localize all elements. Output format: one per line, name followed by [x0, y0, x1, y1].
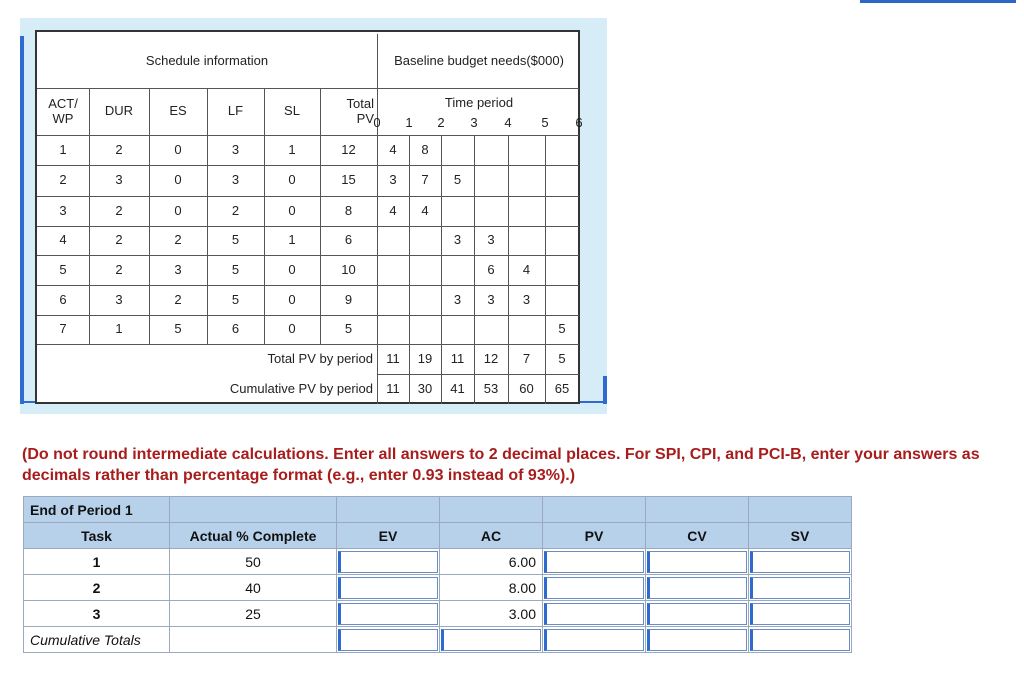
- ac-value: 6.00: [440, 549, 543, 575]
- cumulative-pv-by-period-label: Cumulative PV by period: [229, 380, 373, 396]
- header-time-period: Time period: [444, 94, 514, 110]
- total-pv-cell: 15: [341, 172, 356, 188]
- period-value-cell: 8: [421, 141, 429, 157]
- answer-row-task-1: [24, 549, 852, 575]
- act-cell: 5: [59, 261, 67, 277]
- dur-cell: 2: [115, 141, 123, 157]
- dur-cell: 3: [115, 172, 123, 188]
- act-cell: 6: [59, 291, 67, 307]
- cumulative-pv-value: 53: [483, 380, 499, 396]
- baseline-budget-units: ($000): [526, 52, 564, 68]
- es-cell: 0: [174, 172, 182, 188]
- pct-complete: 25: [170, 601, 337, 627]
- lf-cell: 3: [231, 172, 240, 188]
- total-pv-cell: 10: [341, 261, 356, 277]
- period-label: End of Period 1: [24, 497, 170, 523]
- dur-cell: 3: [115, 291, 123, 307]
- sv-input-task-1[interactable]: [750, 551, 850, 573]
- period-value-cell: 3: [453, 291, 462, 307]
- header-act-wp: [37, 88, 89, 135]
- baseline-budget-line: Baseline budget needs: [394, 52, 527, 68]
- act-cell: 2: [59, 172, 67, 188]
- es-cell: 2: [174, 291, 182, 307]
- header-sl: SL: [284, 103, 300, 119]
- total-pv-by-period-label: Total PV by period: [267, 350, 373, 366]
- period-value-cell: 5: [453, 172, 462, 188]
- frame-left-bar: [20, 36, 24, 404]
- lf-cell: 5: [231, 261, 240, 277]
- total-pv-cell: 6: [344, 232, 353, 248]
- dur-cell: 2: [115, 261, 123, 277]
- sv-input-task-2[interactable]: [750, 577, 850, 599]
- task-number: 2: [24, 575, 170, 601]
- lf-cell: 2: [231, 202, 240, 218]
- ac-value: 3.00: [440, 601, 543, 627]
- total-pv-cell: 12: [341, 141, 356, 157]
- cv-input-total[interactable]: [647, 629, 747, 651]
- es-cell: 5: [174, 321, 182, 337]
- header-pct-complete: Actual % Complete: [170, 523, 337, 549]
- header-act-wp-line2: WP: [52, 110, 74, 126]
- ev-input-task-2[interactable]: [338, 577, 438, 599]
- pct-complete: 50: [170, 549, 337, 575]
- period-value-cell: 3: [487, 291, 495, 307]
- header-act-wp-line1: ACT/: [48, 95, 78, 111]
- header-total-pv-line1: Total: [346, 95, 374, 111]
- answer-table: [23, 496, 852, 653]
- period-value-cell: 4: [421, 202, 429, 218]
- header-cv: CV: [646, 523, 749, 549]
- pv-input-task-2[interactable]: [544, 577, 644, 599]
- period-4: 4: [504, 114, 512, 130]
- answer-row-task-2: [24, 575, 852, 601]
- header-ev: EV: [337, 523, 440, 549]
- act-cell: 3: [59, 202, 67, 218]
- sl-cell: 0: [288, 172, 296, 188]
- cumulative-pv-value: 65: [554, 380, 570, 396]
- ev-input-task-3[interactable]: [338, 603, 438, 625]
- header-dur: DUR: [104, 103, 134, 119]
- act-cell: 4: [59, 232, 67, 248]
- header-total-pv: [320, 90, 374, 133]
- period-value-cell: 4: [522, 261, 531, 277]
- total-pv-value: 12: [483, 350, 499, 366]
- header-sv: SV: [749, 523, 852, 549]
- cv-input-task-1[interactable]: [647, 551, 747, 573]
- pv-input-total[interactable]: [544, 629, 644, 651]
- period-value-cell: 7: [421, 172, 429, 188]
- total-pv-value: 19: [417, 350, 433, 366]
- sv-input-task-3[interactable]: [750, 603, 850, 625]
- header-pv: PV: [543, 523, 646, 549]
- cv-input-task-3[interactable]: [647, 603, 747, 625]
- schedule-table: [35, 30, 583, 404]
- dur-cell: 2: [115, 202, 123, 218]
- schedule-information-label: Schedule information: [145, 52, 269, 68]
- sl-cell: 0: [288, 261, 296, 277]
- header-total-pv-line2: PV: [356, 110, 374, 126]
- cumulative-totals-label: Cumulative Totals: [24, 627, 170, 653]
- total-pv-cell: 8: [344, 202, 353, 218]
- ev-input-total[interactable]: [338, 629, 438, 651]
- cumulative-pv-value: 11: [386, 380, 400, 396]
- sv-input-total[interactable]: [750, 629, 850, 651]
- es-cell: 2: [174, 232, 182, 248]
- es-cell: 0: [174, 202, 182, 218]
- period-value-cell: 3: [453, 232, 462, 248]
- sl-cell: 0: [288, 202, 296, 218]
- cumulative-pv-value: 30: [417, 380, 433, 396]
- lf-cell: 6: [231, 321, 240, 337]
- period-value-cell: 4: [389, 141, 397, 157]
- frame-right-bar: [603, 376, 607, 404]
- task-number: 3: [24, 601, 170, 627]
- period-2: 2: [437, 114, 445, 130]
- ev-input-task-1[interactable]: [338, 551, 438, 573]
- period-value-cell: 3: [522, 291, 531, 307]
- dur-cell: 1: [115, 321, 123, 337]
- dur-cell: 2: [115, 232, 123, 248]
- es-cell: 0: [174, 141, 182, 157]
- lf-cell: 3: [231, 141, 240, 157]
- lf-cell: 5: [231, 291, 240, 307]
- answer-row-totals: [24, 627, 852, 653]
- period-value-cell: 4: [389, 202, 397, 218]
- pct-complete: 40: [170, 575, 337, 601]
- ac-value: 8.00: [440, 575, 543, 601]
- total-pv-value: 11: [386, 350, 400, 366]
- sl-cell: 0: [288, 291, 296, 307]
- header-ac: AC: [440, 523, 543, 549]
- total-pv-cell: 9: [344, 291, 353, 307]
- es-cell: 3: [174, 261, 182, 277]
- instructions-text: (Do not round intermediate calculations. Enter all answers to 2 decimal places. For SPI, CPI, and PCI-B, enter your answers as decimals rather than percentage format (e.g., enter 0.93 instead of 93%).): [22, 446, 980, 484]
- sl-cell: 0: [288, 321, 296, 337]
- period-5: 5: [541, 114, 549, 130]
- total-pv-value: 7: [522, 350, 531, 366]
- sl-cell: 1: [288, 141, 296, 157]
- period-value-cell: 3: [487, 232, 495, 248]
- header-lf: LF: [227, 103, 244, 119]
- total-pv-value: 11: [450, 350, 465, 366]
- baseline-budget-label: [379, 38, 579, 84]
- act-cell: 7: [59, 321, 67, 337]
- pv-input-task-1[interactable]: [544, 551, 644, 573]
- period-value-cell: 5: [558, 321, 566, 337]
- period-1: 1: [405, 114, 413, 130]
- ac-input-total[interactable]: [441, 629, 541, 651]
- period-6: 6: [575, 114, 583, 130]
- top-accent-bar: [860, 0, 1016, 3]
- task-number: 1: [24, 549, 170, 575]
- answer-row-task-3: [24, 601, 852, 627]
- cumulative-pv-value: 60: [519, 380, 534, 396]
- sl-cell: 1: [288, 232, 296, 248]
- period-value-cell: 3: [389, 172, 397, 188]
- header-task: Task: [24, 523, 170, 549]
- header-es: ES: [169, 103, 187, 119]
- cumulative-pv-value: 41: [450, 380, 465, 396]
- period-0: 0: [373, 114, 381, 130]
- pv-input-task-3[interactable]: [544, 603, 644, 625]
- act-cell: 1: [59, 141, 67, 157]
- period-3: 3: [470, 114, 478, 130]
- period-value-cell: 6: [487, 261, 495, 277]
- total-pv-cell: 5: [344, 321, 353, 337]
- total-pv-value: 5: [558, 350, 566, 366]
- lf-cell: 5: [231, 232, 240, 248]
- cv-input-task-2[interactable]: [647, 577, 747, 599]
